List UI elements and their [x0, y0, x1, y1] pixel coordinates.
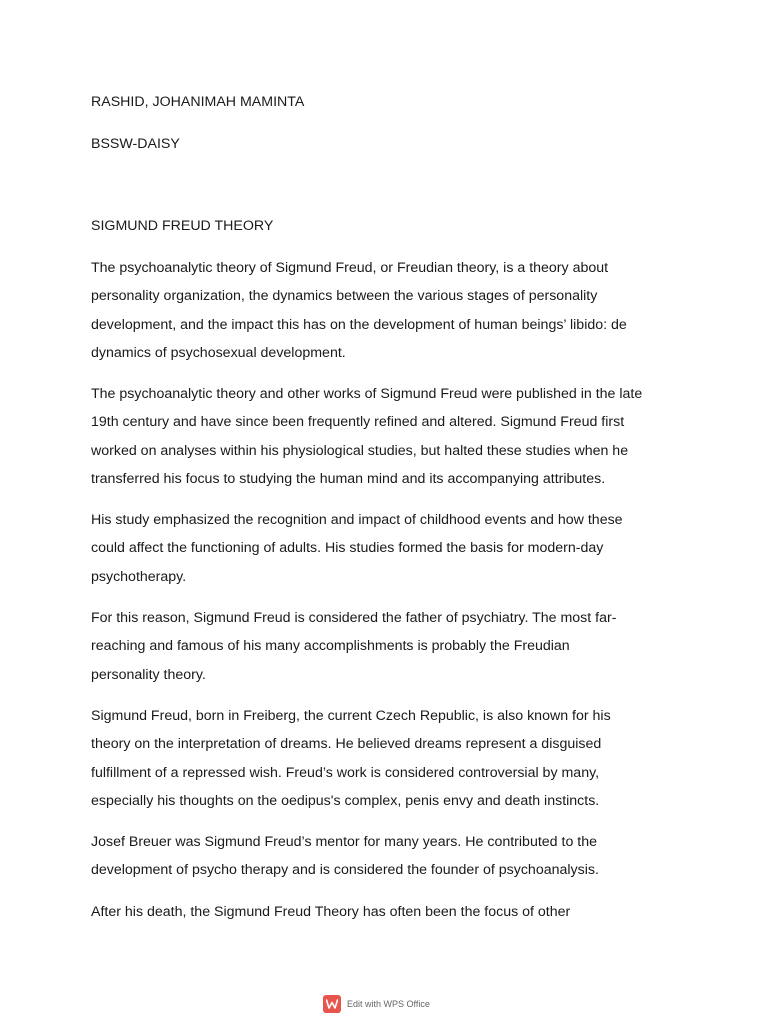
- paragraph-line: development of psycho therapy and is considered the founder of psychoanalysis.: [91, 862, 599, 879]
- paragraph-line: worked on analyses within his physiological studies, but halted these studies when he: [91, 442, 629, 459]
- wps-office-icon: [323, 995, 341, 1013]
- paragraph-line: Sigmund Freud, born in Freiberg, the current Czech Republic, is also known for his: [91, 708, 611, 724]
- edit-with-wps-label: Edit with WPS Office: [347, 999, 430, 1009]
- edit-with-wps-link[interactable]: [323, 994, 430, 1014]
- paragraph-line: could affect the functioning of adults. His studies formed the basis for modern-day: [91, 540, 604, 557]
- paragraph-line: His study emphasized the recognition and impact of childhood events and how these: [91, 512, 623, 528]
- paragraph-line: 19th century and have since been frequently refined and altered. Sigmund Freud first: [91, 414, 625, 431]
- paragraph: [91, 380, 691, 493]
- paragraph-line: psychotherapy.: [91, 568, 187, 585]
- paragraph: [91, 898, 691, 926]
- paragraph-line: theory on the interpretation of dreams. He believed dreams represent a disguised: [91, 736, 602, 753]
- document-heading: SIGMUND FREUD THEORY: [91, 218, 274, 234]
- paragraph-line: personality theory.: [91, 666, 206, 683]
- paragraph-line: transferred his focus to studying the human mind and its accompanying attributes.: [91, 470, 606, 487]
- author-name: RASHID, JOHANIMAH MAMINTA: [91, 94, 305, 110]
- paragraph-line: especially his thoughts on the oedipus's complex, penis envy and death instincts.: [91, 792, 600, 809]
- paragraph: [91, 506, 691, 591]
- paragraph: [91, 828, 691, 885]
- paragraph-line: The psychoanalytic theory of Sigmund Freud, or Freudian theory, is a theory about: [91, 260, 609, 276]
- paragraph-line: development, and the impact this has on the development of human beings’ libido: de: [91, 316, 627, 333]
- course-label: BSSW-DAISY: [91, 136, 180, 152]
- paragraph-line: The psychoanalytic theory and other works of Sigmund Freud were published in the late: [91, 386, 643, 402]
- paragraph-line: After his death, the Sigmund Freud Theory has often been the focus of other: [91, 904, 571, 920]
- paragraph-line: For this reason, Sigmund Freud is considered the father of psychiatry. The most far-: [91, 610, 617, 626]
- paragraph: [91, 254, 691, 367]
- paragraph-line: dynamics of psychosexual development.: [91, 344, 346, 361]
- paragraph-line: reaching and famous of his many accomplishments is probably the Freudian: [91, 638, 570, 655]
- paragraph: [91, 604, 691, 689]
- paragraph-line: fulfillment of a repressed wish. Freud’s work is considered controversial by many,: [91, 764, 600, 781]
- paragraph-line: personality organization, the dynamics between the various stages of personality: [91, 288, 598, 305]
- paragraph-line: Josef Breuer was Sigmund Freud’s mentor for many years. He contributed to the: [91, 834, 597, 850]
- paragraph: [91, 702, 691, 815]
